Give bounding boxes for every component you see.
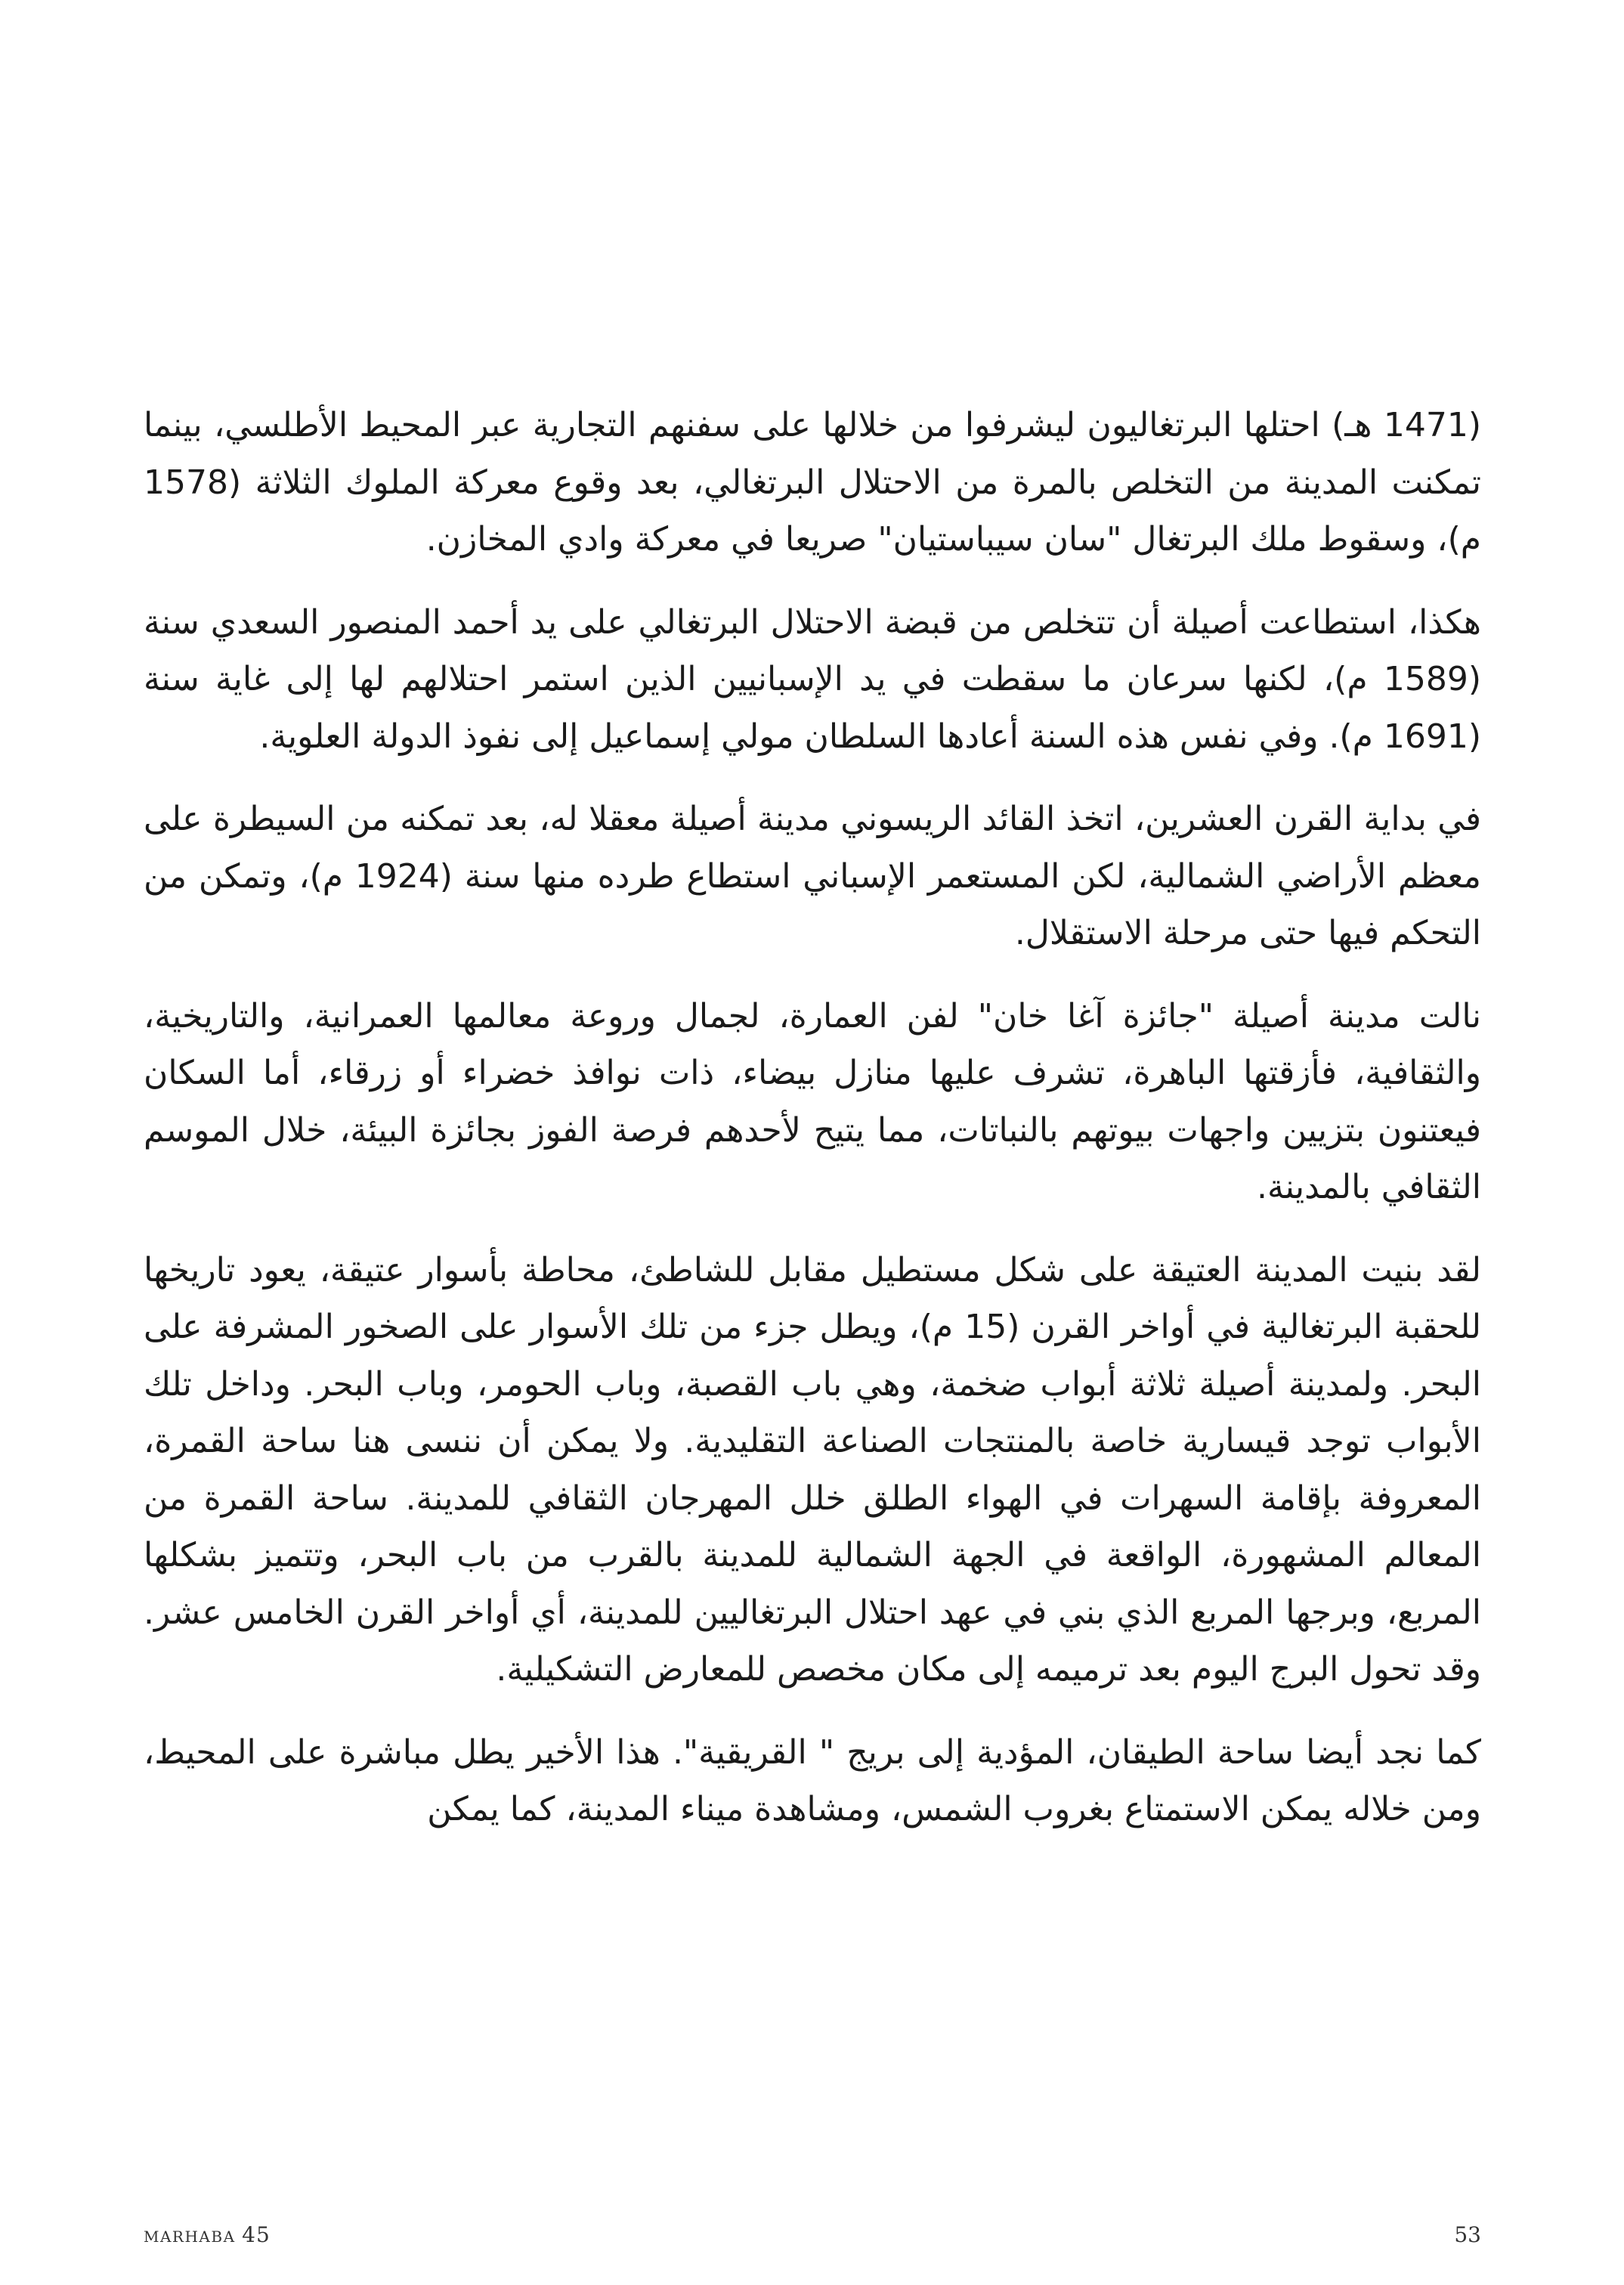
magazine-name: MARHABA — [144, 2228, 236, 2246]
paragraph-aga-khan-award: نالت مدينة أصيلة "جائزة آغا خان" لفن العمارة، لجمال وروعة معالمها العمرانية، والتاريخية، والثقافية، فأزقتها الباهرة، تشرف عليها منازل بيضاء، ذات نوافذ خضراء أو زرقاء، أما السكان فيعتنون بتزيين واجهات بيوتهم بالنباتات، مما يتيح لأحدهم فرصة الفوز بجائزة البيئة، خلال الموسم الثقافي بالمدينة. — [144, 996, 1481, 1206]
paragraph-portuguese-occupation: (1471 هـ) احتلها البرتغاليون ليشرفوا من خلالها على سفنهم التجارية عبر المحيط الأطلسي، بينما تمكنت المدينة من التخلص بالمرة من الاحتلال البرتغالي، بعد وقوع معركة الملوك الثلاثة (1578 م)، وسقوط ملك البرتغال "سان سيباستيان" صريعا في معركة وادي المخازن. — [144, 406, 1481, 559]
issue-number: 45 — [242, 2222, 271, 2247]
page-number: 53 — [1454, 2222, 1481, 2247]
magazine-issue-label — [144, 2222, 271, 2247]
paragraph-liberation-saadi: هكذا، استطاعت أصيلة أن تتخلص من قبضة الاحتلال البرتغالي على يد أحمد المنصور السعدي سنة (1589 م)، لكنها سرعان ما سقطت في يد الإسبانيين الذين استمر احتلالهم لها إلى غاية سنة (1691 م). وفي نفس هذه السنة أعادها السلطان مولي إسماعيل إلى نفوذ الدولة العلوية. — [144, 602, 1481, 756]
paragraph-raissouni: في بداية القرن العشرين، اتخذ القائد الريسوني مدينة أصيلة معقلا له، بعد تمكنه من السيطرة على معظم الأراضي الشمالية، لكن المستعمر الإسباني استطاع طرده منها سنة (1924 م)، وتمكن من التحكم فيها حتى مرحلة الاستقلال. — [144, 800, 1481, 952]
paragraph-old-medina: لقد بنيت المدينة العتيقة على شكل مستطيل مقابل للشاطئ، محاطة بأسوار عتيقة، يعود تاريخها للحقبة البرتغالية في أواخر القرن (15 م)، ويطل جزء من تلك الأسوار على الصخور المشرفة على البحر. ولمدينة أصيلة ثلاثة أبواب ضخمة، وهي باب القصبة، وباب الحومر، وباب البحر. وداخل تلك الأبواب توجد قيسارية خاصة بالمنتجات الصناعة التقليدية. ولا يمكن أن ننسى هنا ساحة القمرة، المعروفة بإقامة السهرات في الهواء الطلق خلل المهرجان الثقافي للمدينة. ساحة القمرة من المعالم المشهورة، الواقعة في الجهة الشمالية للمدينة بالقرب من باب البحر، وتتميز بشكلها المربع، وبرجها المربع الذي بني في عهد احتلال البرتغاليين للمدينة، أي أواخر القرن الخامس عشر. وقد تحول البرج اليوم بعد ترميمه إلى مكان مخصص للمعارض التشكيلية. — [144, 1250, 1482, 1689]
page-footer — [144, 2222, 1481, 2252]
article-body — [144, 397, 1481, 1864]
paragraph-tiqan-square: كما نجد أيضا ساحة الطيقان، المؤدية إلى بريج " القريقية". هذا الأخير يطل مباشرة على المحيط، ومن خلاله يمكن الاستمتاع بغروب الشمس، ومشاهدة ميناء المدينة، كما يمكن — [144, 1732, 1481, 1828]
